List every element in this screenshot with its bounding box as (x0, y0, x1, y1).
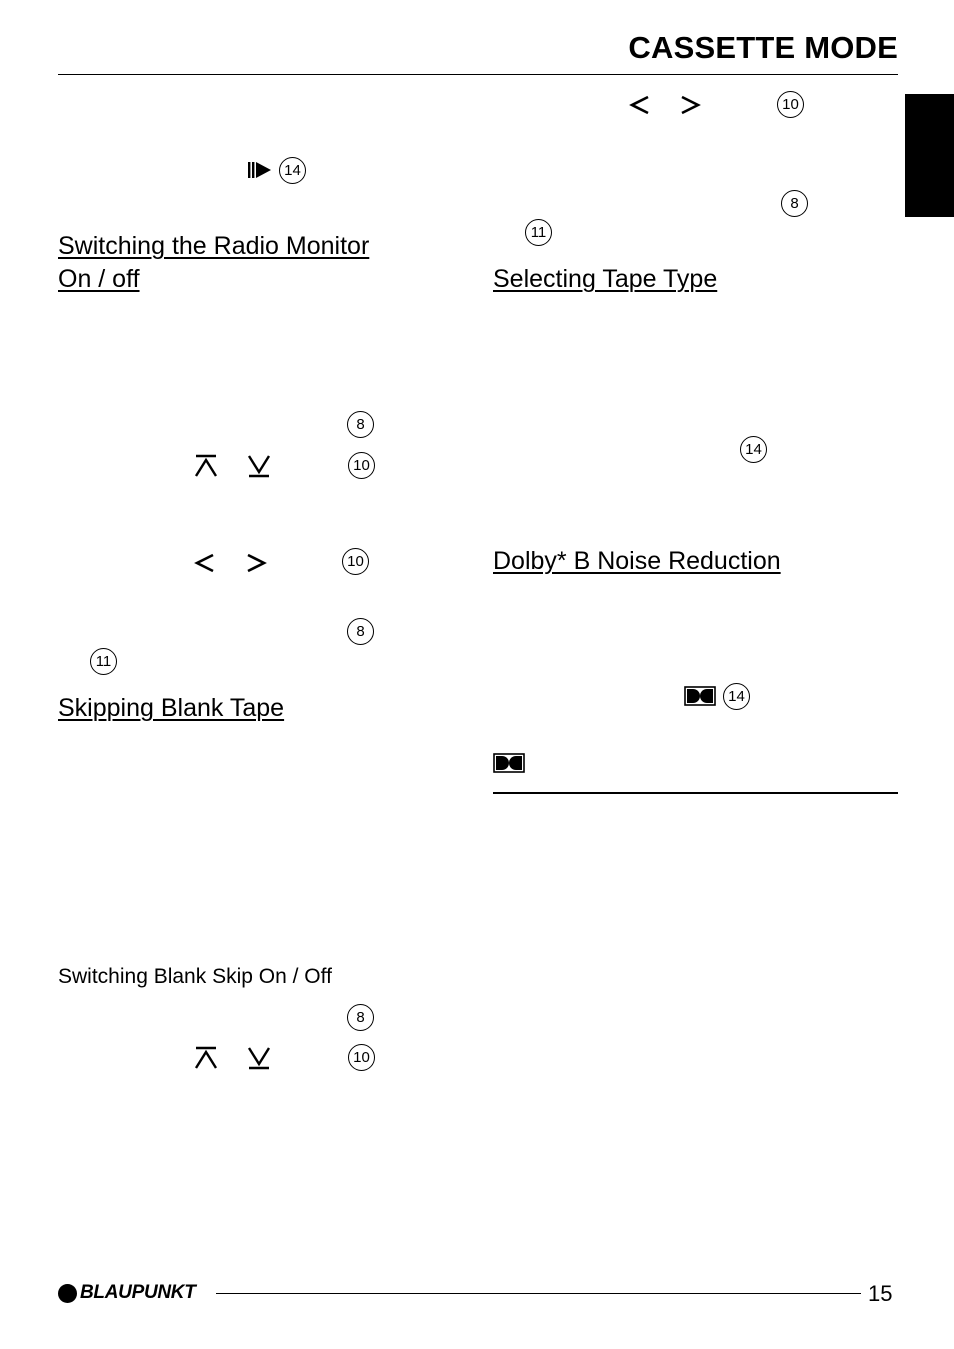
language-tab-marker (905, 94, 954, 217)
page-title: CASSETTE MODE (628, 30, 898, 65)
dolby-icon (493, 753, 525, 773)
brand-logo (58, 1282, 196, 1304)
ref-number: 14 (723, 683, 750, 710)
ref-number: 14 (279, 157, 306, 184)
ref-number: 8 (347, 1004, 374, 1031)
dolby-icon (684, 686, 716, 706)
right-arrow-icon (243, 550, 269, 576)
ref-number: 10 (777, 91, 804, 118)
left-arrow-icon (192, 550, 218, 576)
ref-number: 8 (347, 411, 374, 438)
ref-number: 10 (348, 1044, 375, 1071)
up-arrow-icon (193, 453, 219, 479)
header-rule (58, 74, 898, 75)
right-arrow-icon (677, 92, 703, 118)
section-heading-tape-type: Selecting Tape Type (493, 265, 718, 293)
ref-number: 8 (347, 618, 374, 645)
subheading-blank-skip: Switching Blank Skip On / Off (58, 965, 332, 988)
brand-dot-icon (58, 1284, 77, 1303)
page-number: 15 (868, 1281, 893, 1306)
ref-number: 11 (525, 219, 552, 246)
ref-number: 14 (740, 436, 767, 463)
ref-number: 11 (90, 648, 117, 675)
section-rule (493, 792, 898, 794)
section-heading-dolby: Dolby* B Noise Reduction (493, 547, 781, 575)
section-heading-blank-tape: Skipping Blank Tape (58, 694, 285, 722)
up-arrow-icon (193, 1045, 219, 1071)
brand-name: BLAUPUNKT (80, 1282, 196, 1303)
section-heading-radio-monitor-line2: On / off (58, 265, 140, 293)
footer-rule (216, 1293, 861, 1294)
ref-number: 8 (781, 190, 808, 217)
left-arrow-icon (627, 92, 653, 118)
play-forward-icon (247, 160, 273, 180)
down-arrow-icon (246, 453, 272, 479)
section-heading-radio-monitor: Switching the Radio Monitor (58, 232, 370, 260)
down-arrow-icon (246, 1045, 272, 1071)
ref-number: 10 (342, 548, 369, 575)
ref-number: 10 (348, 452, 375, 479)
